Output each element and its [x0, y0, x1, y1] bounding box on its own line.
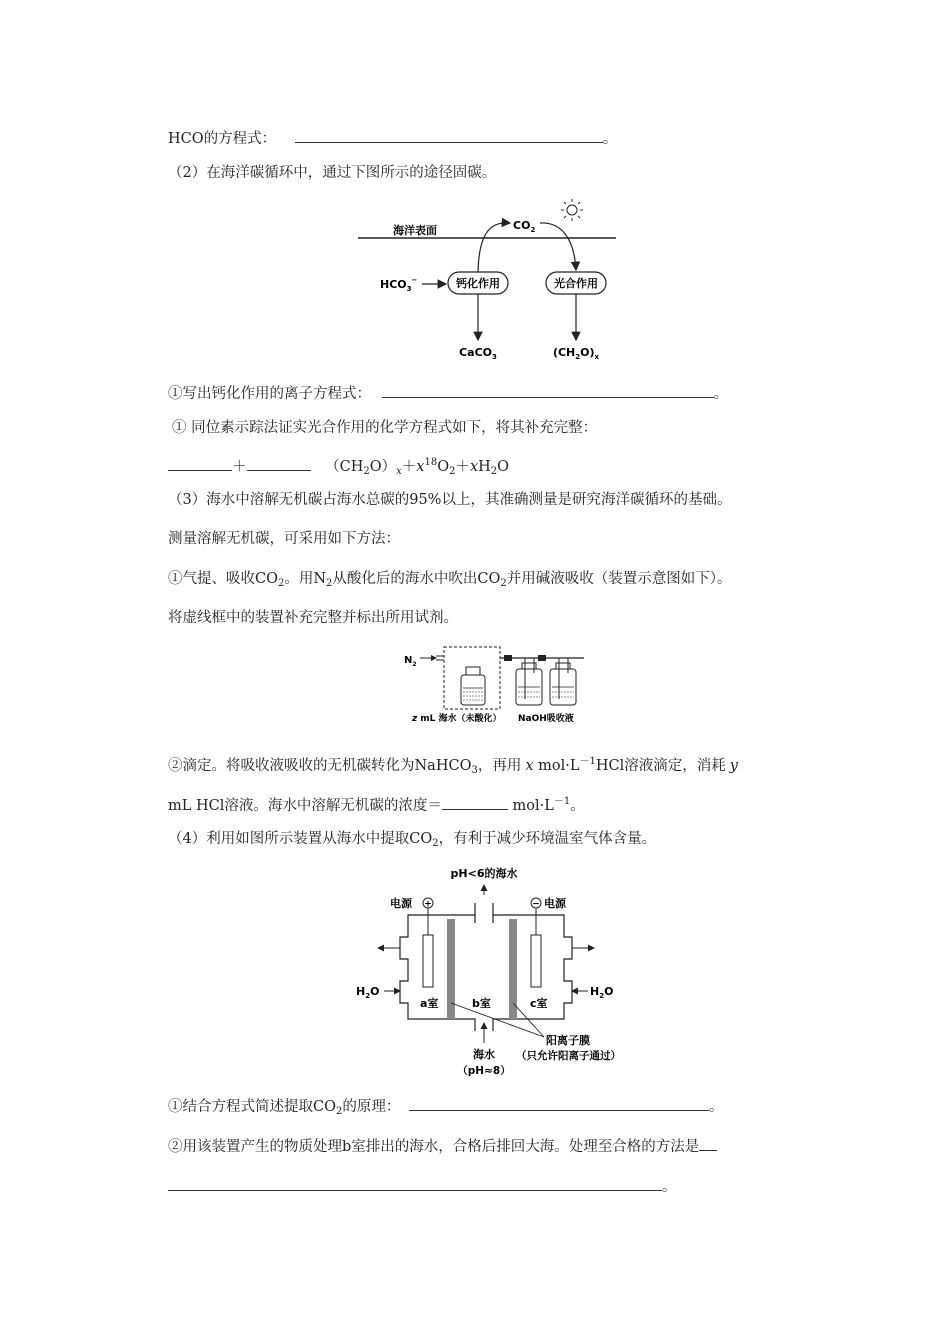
room-a-label: a室 — [420, 997, 439, 1010]
n2-label: $N_2$ — [404, 655, 417, 668]
sun-icon — [561, 199, 583, 221]
titration-text — [168, 752, 738, 781]
text: 从酸化后的海水中吹出CO — [332, 571, 501, 587]
cathode — [531, 935, 541, 987]
gas-stripping-text — [168, 569, 732, 594]
right-h2o-label: $H_2O$ — [590, 985, 614, 1000]
answer-blank[interactable] — [409, 1096, 709, 1111]
photosynthesis-label: 光合作用 — [554, 277, 598, 290]
text: （CH — [325, 459, 364, 475]
text: 的原理： — [342, 1099, 401, 1115]
text: x — [469, 459, 479, 475]
ocean-surface-label: 海洋表面 — [393, 224, 437, 237]
membrane-right — [509, 919, 517, 1019]
text: －1 — [579, 756, 596, 767]
text: 2 — [363, 466, 370, 477]
naoh-label: NaOH吸收液 — [518, 714, 574, 724]
text: 将虚线框中的装置补充完整并标出所用试剂。 — [168, 610, 458, 626]
text: mL HCl溶液。海水中溶解无机碳的浓度＝ — [168, 798, 442, 814]
text: ①结合方程式简述提取CO — [168, 1099, 336, 1115]
electrolysis-cell-diagram — [350, 863, 650, 1081]
text: x — [416, 459, 425, 475]
sample-bottle — [461, 667, 485, 705]
method-intro-text — [168, 529, 400, 549]
ch2o-label: $(CH_2O)_x$ — [552, 346, 600, 361]
room-c-label: c室 — [530, 997, 548, 1010]
calcification-label: 钙化作用 — [456, 277, 500, 290]
text: ，有利于减少环境温室气体含量。 — [438, 831, 657, 847]
text: HCO的方程式： — [168, 131, 277, 147]
room-b-label: b室 — [472, 997, 491, 1010]
question-3-text — [168, 490, 731, 510]
text: O — [497, 459, 510, 475]
text: 2 — [335, 1106, 343, 1117]
sample-label: z mL 海水（未酸化） — [412, 714, 502, 724]
text: O — [437, 459, 450, 475]
text: ②用该装置产生的物质处理b室排出的海水，合格后排回大海。处理至合格的方法是 — [168, 1139, 700, 1155]
answer-blank[interactable] — [382, 383, 714, 398]
question-2-text — [168, 163, 496, 183]
text: ＋ — [232, 459, 247, 475]
ocean-carbon-cycle-diagram — [350, 196, 620, 366]
text: 3 — [471, 765, 478, 776]
text: x — [396, 466, 402, 477]
seawater-label: 海水 — [473, 1048, 495, 1061]
answer-line-calcification — [168, 383, 728, 404]
caco3-label: CaCO$_3$ — [459, 346, 497, 361]
text: mol·L — [533, 758, 580, 774]
treatment-answer-line — [168, 1176, 677, 1197]
vessel-left-wall — [400, 915, 475, 1031]
text: ① 同位素示踪法证实光合作用的化学方程式如下，将其补充完整： — [172, 420, 598, 436]
question-4-text — [168, 829, 656, 854]
text: 18 — [424, 457, 438, 468]
concentration-line — [168, 792, 585, 816]
answer-line-hco-equation — [168, 128, 617, 149]
answer-blank[interactable] — [295, 128, 603, 143]
text: 。 — [602, 131, 618, 147]
text: 2 — [500, 578, 507, 589]
answer-blank[interactable] — [168, 1176, 662, 1191]
text: ①写出钙化作用的离子方程式： — [168, 386, 371, 402]
text: （3）海水中溶解无机碳占海水总碳的95%以上，其准确测量是研究海洋碳循环的基础。 — [168, 492, 732, 508]
text: （2）在海洋碳循环中，通过下图所示的途径固碳。 — [168, 165, 497, 181]
answer-blank[interactable] — [168, 456, 232, 471]
text: ②滴定。将吸收液吸收的无机碳转化为NaHCO — [168, 758, 472, 774]
text: 。 — [570, 798, 585, 814]
principle-line — [168, 1096, 723, 1122]
text: ①气提、吸收CO — [168, 571, 278, 587]
text: 。 — [713, 386, 729, 402]
co2-label: $CO_2$ — [513, 219, 536, 234]
gas-absorption-apparatus — [398, 643, 598, 725]
text: ，再用 — [477, 758, 522, 774]
text: ＋ — [455, 459, 470, 475]
text: －1 — [553, 796, 571, 807]
text: O） — [369, 459, 397, 475]
text: 2 — [326, 578, 333, 589]
text: 2 — [490, 466, 498, 477]
text: 2 — [449, 466, 456, 477]
treatment-question-line — [168, 1136, 717, 1157]
right-power-label: 电源 — [544, 897, 566, 910]
minus-sign: − — [532, 899, 540, 910]
text: 。用N — [284, 571, 327, 587]
absorption-bottle-2 — [550, 658, 576, 705]
answer-blank[interactable] — [247, 456, 311, 471]
text: y — [729, 758, 738, 774]
answer-blank[interactable] — [699, 1136, 717, 1151]
text: HCl溶液滴定，消耗 — [595, 758, 726, 774]
left-power-label: 电源 — [390, 897, 412, 910]
hco3-label: $HCO_3^-$ — [380, 276, 418, 293]
text: 。 — [662, 1179, 677, 1195]
text: 2 — [277, 578, 285, 589]
co2-to-photosynthesis-arrow — [540, 223, 576, 270]
text: 并用碱液吸收（装置示意图如下）。 — [506, 571, 732, 587]
left-h2o-label: $H_2O$ — [356, 985, 380, 1000]
photosynthesis-equation — [168, 453, 509, 482]
membrane-label: 阳离子膜 — [546, 1034, 590, 1047]
calcification-to-co2-arrow — [478, 223, 510, 276]
text: x — [525, 758, 534, 774]
acidic-seawater-label: pH<6的海水 — [450, 867, 518, 880]
answer-blank[interactable] — [442, 795, 508, 810]
plus-sign: + — [424, 899, 432, 910]
text: H — [478, 459, 491, 475]
text: （4）利用如图所示装置从海水中提取CO — [168, 831, 433, 847]
membrane-note: （只允许阳离子通过） — [516, 1050, 621, 1062]
text: 2 — [432, 838, 439, 849]
absorption-bottle-1 — [516, 658, 542, 705]
anode — [423, 935, 433, 987]
complete-apparatus-text — [168, 608, 458, 628]
text: 。 — [708, 1099, 724, 1115]
question-isotope-text — [172, 418, 597, 438]
text: ＋ — [401, 459, 417, 475]
text: mol·L — [507, 798, 554, 814]
seawater-ph-label: （pH≈8） — [457, 1065, 511, 1077]
text: 测量溶解无机碳，可采用如下方法： — [168, 531, 400, 547]
